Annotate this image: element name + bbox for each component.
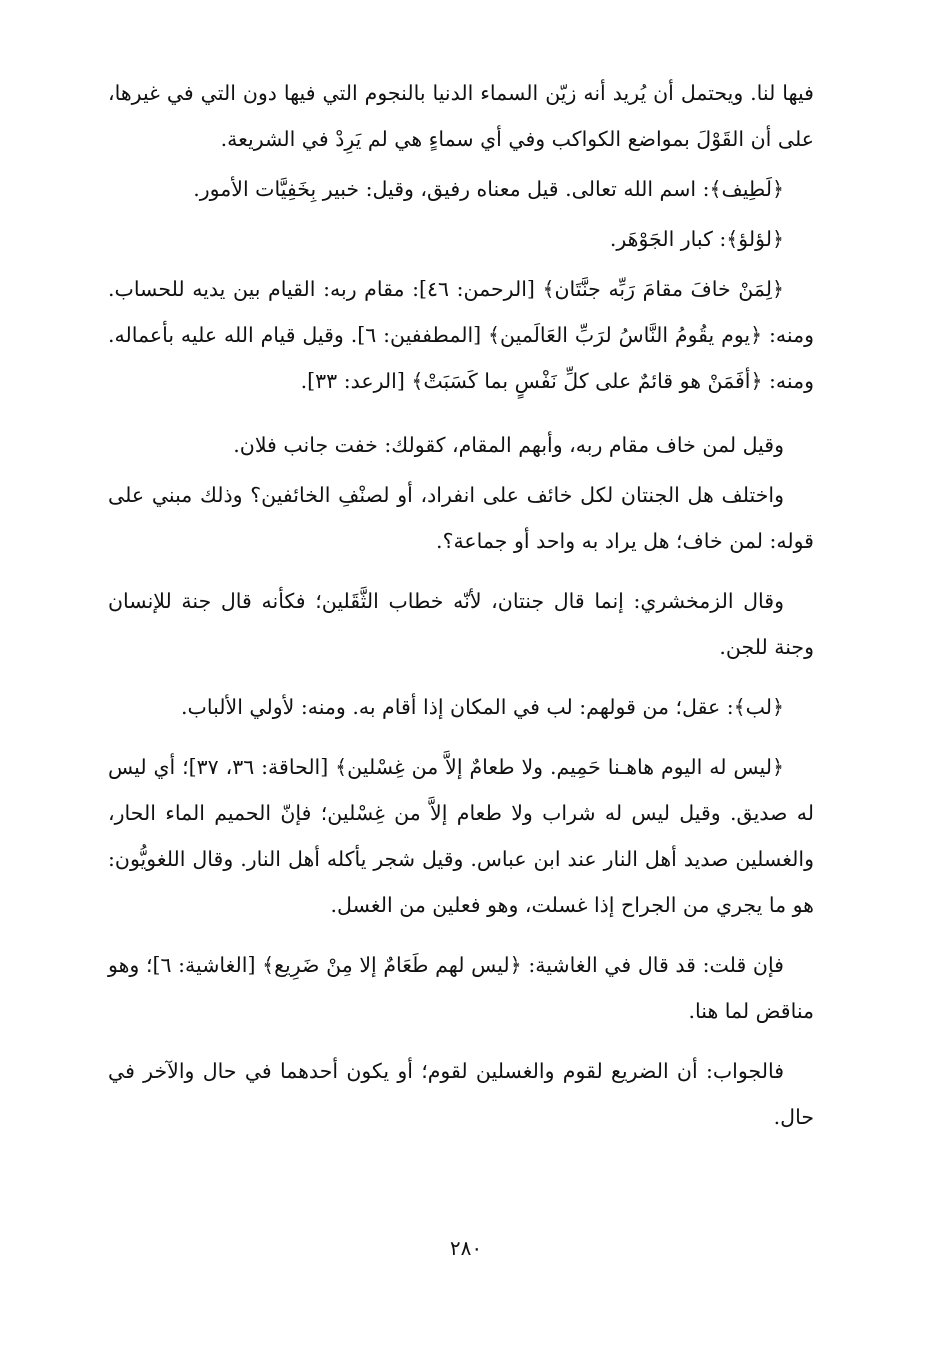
paragraph-zamakhshari: وقال الزمخشري: إنما قال جنتان، لأنّه خطاب الثَّقَلين؛ فكأنه قال جنة للإنسان وجنة للجن. [108, 589, 814, 659]
paragraph-1: فيها لنا. ويحتمل أن يُريد أنه زيّن السماء الدنيا بالنجوم التي فيها دون التي في غيرها، على أن القَوْلَ بمواضع الكواكب وفي أي سماءٍ هي لم يَرِدْ في الشريعة. [108, 81, 814, 151]
paragraph-lubb: ﴿لب﴾: عقل؛ من قولهم: لب في المكان إذا أقام به. ومنه: لأولي الألباب. [181, 695, 784, 719]
paragraph-al-jawab: فالجواب: أن الضريع لقوم والغسلين لقوم؛ أو يكون أحدهما في حال والآخر في حال. [108, 1059, 814, 1129]
paragraph-latif: ﴿لَطِيف﴾: اسم الله تعالى. قيل معناه رفيق، وقيل: خبير بِخَفِيَّات الأمور. [193, 177, 784, 201]
document-page [108, 70, 814, 1240]
paragraph-liman-khaf: ﴿لِمَنْ خافَ مقامَ رَبِّه جنَّتَان﴾ [الرحمن: ٤٦]: مقام ربه: القيام بين يديه للحساب. ومنه: ﴿يوم يقُومُ النَّاسُ لرَبِّ العَالَمين﴾ [المطففين: ٦]. وقيل قيام الله عليه بأعماله. ومنه: ﴿أفَمَنْ هو قائمٌ على كلِّ نَفْسٍ بما كَسَبَتْ﴾ [الرعد: ٣٣]. [108, 277, 814, 393]
paragraph-qila-liman: وقيل لمن خاف مقام ربه، وأبهم المقام، كقولك: خفت جانب فلان. [233, 433, 784, 457]
paragraph-laysa-lahu: ﴿ليس له اليوم هاهـنا حَمِيم. ولا طعامٌ إلاَّ من غِسْلين﴾ [الحاقة: ٣٦، ٣٧]؛ أي ليس له صديق. وقيل ليس له شراب ولا طعام إلاَّ من غِسْلين؛ فإنّ الحميم الماء الحار، والغسلين صديد أهل النار عند ابن عباس. وقيل شجر يأكله أهل النار. وقال اللغويُّون: هو ما يجري من الجراح إذا غسلت، وهو فعلين من الغسل. [108, 755, 814, 917]
paragraph-ikhtalaf: واختلف هل الجنتان لكل خائف على انفراد، أو لصنْفِ الخائفين؟ وذلك مبني على قوله: لمن خاف؛ هل يراد به واحد أو جماعة؟. [108, 483, 814, 553]
page-number: ٢٨٠ [449, 1236, 483, 1260]
paragraph-fa-in-qulta: فإن قلت: قد قال في الغاشية: ﴿ليس لهم طَعَامٌ إلا مِنْ ضَرِيع﴾ [الغاشية: ٦]؛ وهو مناقض لما هنا. [108, 953, 814, 1023]
paragraph-lulu: ﴿لؤلؤ﴾: كبار الجَوْهَر. [609, 227, 784, 251]
